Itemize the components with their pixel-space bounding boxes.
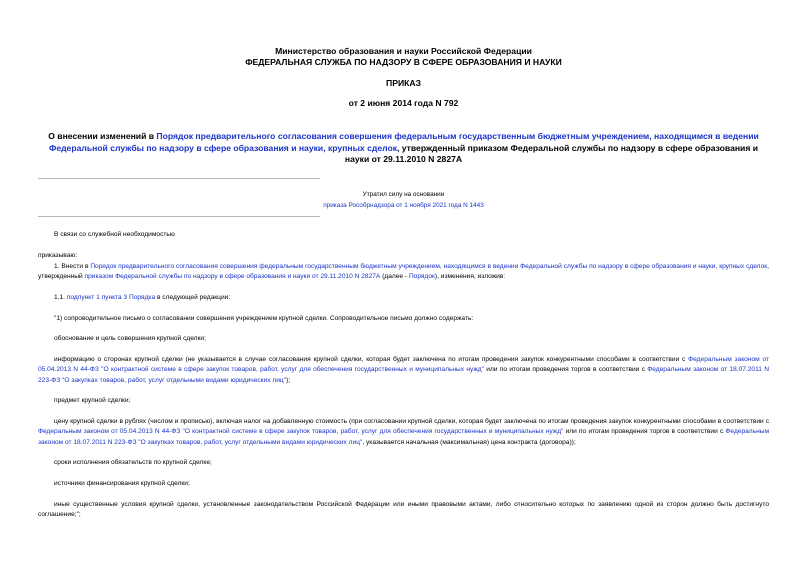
paragraph-other-terms: иные существенные условия крупной сделки, установленные законодательством Российской Федерации или иными правовыми актами, либо относительно которых по заявлению одной из сторон должно быть достигнуто соглашение;"; bbox=[38, 501, 769, 519]
law-223fz-link[interactable]: Федеральным законом от 18.07.2011 N 223-ФЗ "О закупках товаров, работ, услуг отдельными видами юридических лиц" bbox=[38, 366, 769, 384]
paragraph-subject: предмет крупной сделки; bbox=[54, 397, 131, 404]
p11-text-b: в следующей редакции: bbox=[155, 294, 231, 301]
procedure-link[interactable]: Порядок предварительного согласования совершения федеральным государственным бюджетным учреждением, находящимся в ведении Федеральной службы по надзору в сфере образования и науки, крупных сделок bbox=[90, 263, 768, 270]
info-text-a: информацию о сторонах крупной сделки (не указывается в случае согласования крупной сделки, которая будет заключена по итогам проведения закупок конкурентными способами в соответствии с bbox=[54, 356, 689, 363]
document-title bbox=[38, 131, 769, 166]
info-text-c: ); bbox=[286, 376, 291, 384]
info-text-b: или по итогам проведения торгов в соответствии с bbox=[484, 366, 648, 374]
divider-bottom bbox=[38, 216, 320, 217]
paragraph-cover-letter: "1) сопроводительное письмо о согласовании совершения учреждением крупной сделки. Сопроводительное письмо должно содержать: bbox=[54, 315, 474, 322]
title-suffix: , утвержденный приказом Федеральной службы по надзору в сфере образования и науки от 29.11.2010 N 2827А bbox=[344, 142, 759, 164]
paragraph-1 bbox=[38, 262, 769, 283]
procedure-short-link[interactable]: Порядок bbox=[408, 273, 435, 281]
order-2827a-link[interactable]: приказом Федеральной службы по надзору в сфере образования и науки от 29.11.2010 N 2827А bbox=[84, 273, 381, 281]
ministry-name: Министерство образования и науки Российской Федерации bbox=[275, 46, 532, 56]
price-text-b: или по итогам проведения торгов в соответствии с bbox=[563, 428, 726, 436]
paragraph-1-1 bbox=[38, 293, 769, 303]
divider-top bbox=[38, 178, 320, 179]
p1-text-d: ), изменения, изложив: bbox=[434, 273, 506, 281]
title-prefix: О внесении изменений в bbox=[48, 131, 157, 141]
service-name: ФЕДЕРАЛЬНАЯ СЛУЖБА ПО НАДЗОРУ В СФЕРЕ ОБРАЗОВАНИЯ И НАУКИ bbox=[245, 57, 562, 67]
p1-text-c: (далее - bbox=[380, 273, 409, 281]
paragraph-need: В связи со служебной необходимостью bbox=[54, 231, 175, 238]
document-date-number: от 2 июня 2014 года N 792 bbox=[348, 98, 459, 108]
paragraph-goal: обоснование и цель совершения крупной сделки; bbox=[54, 335, 206, 342]
paragraph-order: приказываю: bbox=[38, 252, 78, 259]
price-law-223fz-link[interactable]: Федеральным законом от 18.07.2011 N 223-ФЗ "О закупках товаров, работ, услуг отдельными видами юридических лиц" bbox=[38, 428, 769, 446]
p1-text-b: , утвержденный bbox=[38, 263, 769, 281]
paragraph-parties bbox=[38, 355, 769, 386]
p1-text-a: 1. Внести в bbox=[54, 263, 91, 270]
document-type: ПРИКАЗ bbox=[386, 78, 421, 88]
price-text-c: , указывается начальная (максимальная) цена контракта (договора)); bbox=[362, 438, 576, 446]
repeal-order-link[interactable]: приказа Рособрнадзора от 1 ноября 2021 года N 1443 bbox=[323, 202, 484, 209]
status-note-link-line bbox=[38, 200, 769, 212]
paragraph-terms: сроки исполнения обязательств по крупной сделке; bbox=[54, 459, 212, 466]
law-44fz-link[interactable]: Федеральным законом от 05.04.2013 N 44-ФЗ "О контрактной системе в сфере закупок товаров, работ, услуг для обеспечения государственных и муниципальных нужд" bbox=[38, 356, 769, 374]
paragraph-price bbox=[38, 417, 769, 448]
price-law-44fz-link[interactable]: Федеральным законом от 05.04.2013 N 44-ФЗ "О контрактной системе в сфере закупок товаров, работ, услуг для обеспечения государственных и муниципальных нужд" bbox=[38, 428, 564, 436]
title-procedure-link[interactable]: Порядок предварительного согласования совершения федеральным государственным бюджетным учреждением, находящимся в ведении Федеральной службы по надзору в сфере образования и науки, крупных сделок bbox=[48, 131, 759, 153]
status-note-text: Утратил силу на основании bbox=[362, 191, 445, 198]
paragraph-sources: источники финансирования крупной сделки; bbox=[54, 480, 190, 487]
p11-text-a: 1.1. bbox=[54, 294, 67, 301]
price-text-a: цену крупной сделки в рублях (числом и прописью), включая налог на добавленную стоимость (при согласовании крупной сделки, которая будет заключена по итогам проведения закупок конкурентными способами в соответствии с bbox=[54, 418, 769, 425]
subclause-link[interactable]: подпункт 1 пункта 3 Порядка bbox=[66, 294, 156, 301]
